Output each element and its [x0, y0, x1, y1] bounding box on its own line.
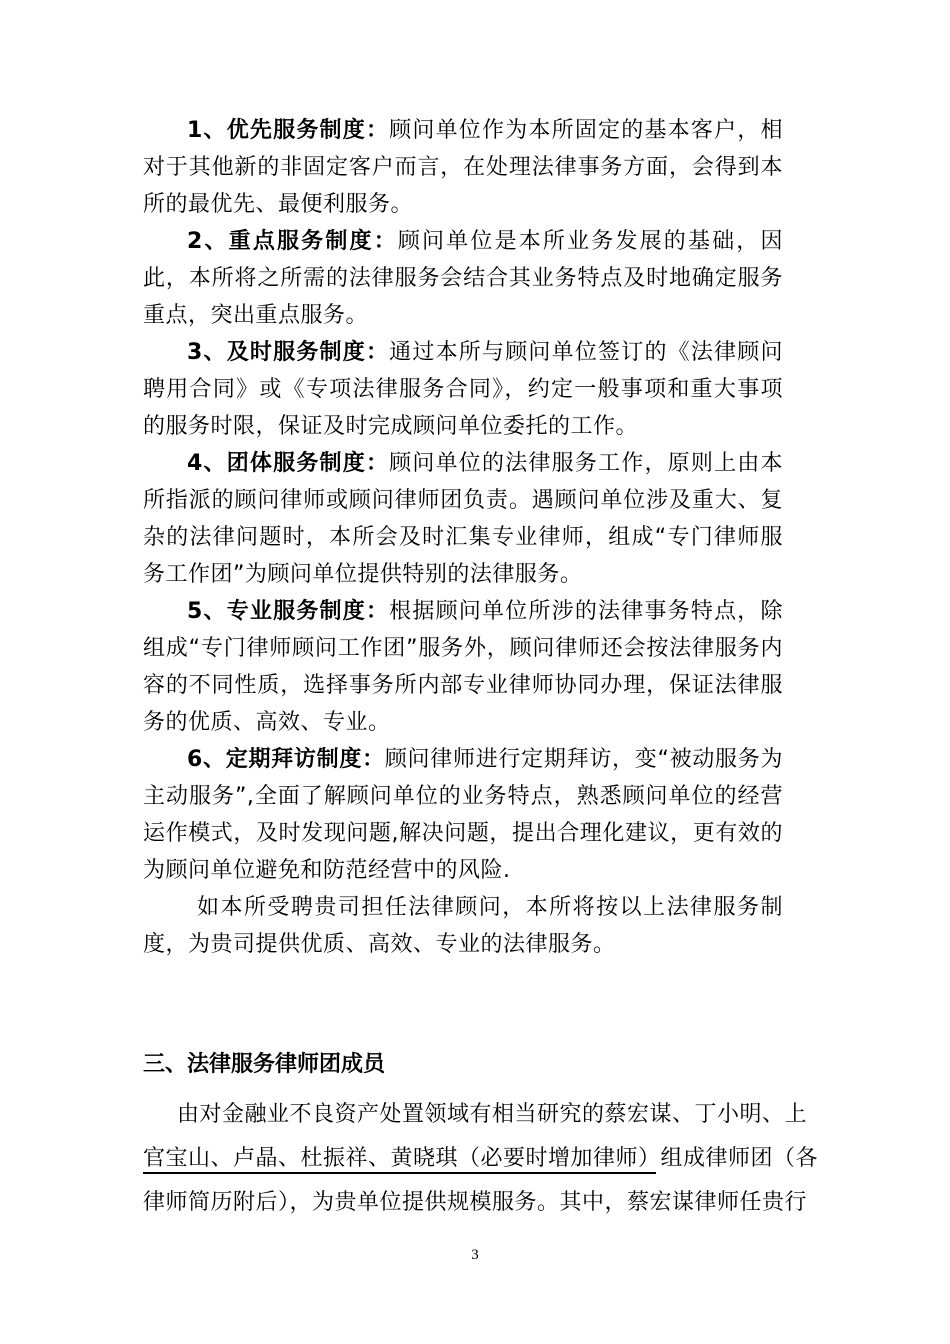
team-line: 由对金融业不良资产处置领域有相当研究的蔡宏谋、丁小明、上 [177, 1102, 808, 1127]
team-paragraph [143, 1093, 819, 1225]
item-title: 4、团体服务制度： [187, 451, 390, 476]
underline-rule [143, 1172, 656, 1174]
section-heading: 三、法律服务律师团成员 [143, 1052, 386, 1077]
service-system-list [143, 112, 783, 963]
item-title: 3、及时服务制度： [187, 340, 390, 365]
item-title: 2、重点服务制度： [187, 229, 398, 254]
item-body: 通过本所与顾问单位签订的《法律顾问聘用合同》或《专项法律服务合同》，约定一般事项和重大事项的服务时限，保证及时完成顾问单位委托的工作。 [143, 340, 783, 439]
team-line: 律师简历附后），为贵单位提供规模服务。其中，蔡宏谋律师任贵行 [143, 1190, 808, 1215]
team-line: 官宝山、卢晶、杜振祥、黄晓琪（必要时增加律师）组成律师团（各 [143, 1146, 819, 1171]
item-body: 顾问单位是本所业务发展的基础，因此，本所将之所需的法律服务会结合其业务特点及时地确定服务重点，突出重点服务。 [143, 229, 783, 328]
item-body: 顾问单位的法律服务工作，原则上由本所指派的顾问律师或顾问律师团负责。遇顾问单位涉及重大、复杂的法律问题时，本所会及时汇集专业律师，组成“专门律师服务工作团”为顾问单位提供特别的法律服务。 [143, 451, 783, 587]
item-title: 5、专业服务制度： [187, 599, 390, 624]
item-body: 顾问单位作为本所固定的基本客户，相对于其他新的非固定客户而言，在处理法律事务方面，会得到本所的最优先、最便利服务。 [143, 118, 783, 217]
item-title: 6、定期拜访制度： [187, 747, 385, 772]
item-title: 1、优先服务制度： [187, 118, 390, 143]
item-body: 顾问律师进行定期拜访，变“被动服务为主动服务”,全面了解顾问单位的业务特点，熟悉顾问单位的经营运作模式，及时发现问题,解决问题，提出合理化建议，更有效的为顾问单位避免和防范经营中的风险. [143, 747, 783, 883]
service-item-4 [143, 445, 783, 593]
closing-paragraph: 如本所受聘贵司担任法律顾问，本所将按以上法律服务制度，为贵司提供优质、高效、专业的法律服务。 [143, 895, 783, 957]
service-item-2 [143, 223, 783, 334]
service-item-3 [143, 334, 783, 445]
service-item-5 [143, 593, 783, 741]
item-body: 根据顾问单位所涉的法律事务特点，除组成“专门律师顾问工作团”服务外，顾问律师还会按法律服务内容的不同性质，选择事务所内部专业律师协同办理，保证法律服务的优质、高效、专业。 [143, 599, 783, 735]
service-item-6 [143, 741, 783, 889]
service-item-1 [143, 112, 783, 223]
page-number: 3 [471, 1247, 479, 1263]
